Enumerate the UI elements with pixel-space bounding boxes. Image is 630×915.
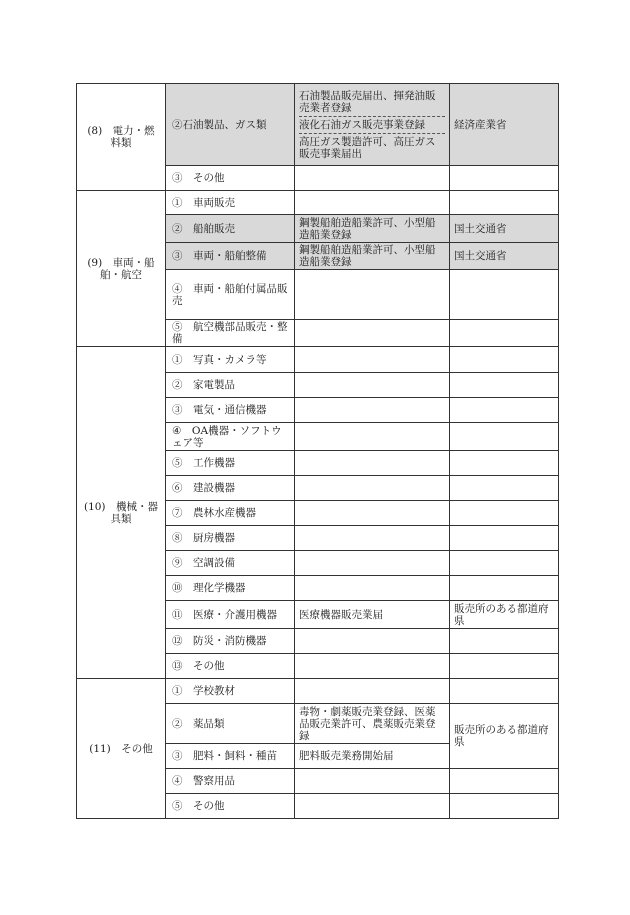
item-label: ⑤ その他 bbox=[166, 794, 295, 819]
license-cell bbox=[295, 270, 450, 320]
license-cell bbox=[295, 347, 450, 373]
authority-cell bbox=[450, 451, 559, 476]
license-cell bbox=[295, 769, 450, 794]
license-cell bbox=[295, 551, 450, 576]
license-cell bbox=[295, 679, 450, 704]
license-cell bbox=[295, 373, 450, 398]
license-table bbox=[76, 83, 559, 819]
license-line: 石油製品販売届出、揮発油販売業者登録 bbox=[299, 89, 436, 114]
license-cell bbox=[295, 526, 450, 551]
license-cell: 鋼製船舶造船業許可、小型船造船業登録 bbox=[295, 215, 450, 243]
authority-cell bbox=[450, 320, 559, 347]
item-label: ④ 車両・船舶付属品販売 bbox=[166, 270, 295, 320]
license-cell: 肥料販売業務開始届 bbox=[295, 744, 450, 769]
item-label: ③ 車両・船舶整備 bbox=[166, 243, 295, 270]
authority-cell bbox=[450, 398, 559, 423]
item-label: ⑥ 建設機器 bbox=[166, 476, 295, 501]
item-label: ④ 警察用品 bbox=[166, 769, 295, 794]
item-label: ② 家電製品 bbox=[166, 373, 295, 398]
license-cell bbox=[295, 191, 450, 215]
authority-cell bbox=[450, 270, 559, 320]
item-label: ②石油製品、ガス類 bbox=[166, 84, 295, 166]
authority-cell: 経済産業省 bbox=[450, 84, 559, 166]
license-cell: 医療機器販売業届 bbox=[295, 601, 450, 629]
category-cell: (10) 機械・器具類 bbox=[77, 347, 166, 679]
item-label: ③ 電気・通信機器 bbox=[166, 398, 295, 423]
item-label: ④ OA機器・ソフトウェア等 bbox=[166, 423, 295, 451]
authority-cell bbox=[450, 794, 559, 819]
authority-cell: 国土交通省 bbox=[450, 243, 559, 270]
license-line: 高圧ガス製造許可、高圧ガス販売事業届出 bbox=[299, 133, 445, 162]
item-label: ② 船舶販売 bbox=[166, 215, 295, 243]
item-label: ③ その他 bbox=[166, 166, 295, 191]
license-cell bbox=[295, 451, 450, 476]
license-cell bbox=[295, 794, 450, 819]
authority-cell bbox=[450, 373, 559, 398]
authority-cell bbox=[450, 526, 559, 551]
item-label: ⑩ 理化学機器 bbox=[166, 576, 295, 601]
table-row bbox=[77, 84, 559, 166]
category-cell: (9) 車両・船舶・航空 bbox=[77, 191, 166, 347]
item-label: ⑧ 厨房機器 bbox=[166, 526, 295, 551]
license-cell bbox=[295, 629, 450, 654]
license-cell bbox=[295, 476, 450, 501]
license-cell bbox=[295, 501, 450, 526]
item-label: ⑤ 工作機器 bbox=[166, 451, 295, 476]
item-label: ⑦ 農林水産機器 bbox=[166, 501, 295, 526]
authority-cell bbox=[450, 423, 559, 451]
authority-cell: 販売所のある都道府県 bbox=[450, 601, 559, 629]
item-label: ⑬ その他 bbox=[166, 654, 295, 679]
item-label: ① 写真・カメラ等 bbox=[166, 347, 295, 373]
authority-cell bbox=[450, 166, 559, 191]
authority-cell bbox=[450, 501, 559, 526]
item-label: ② 薬品類 bbox=[166, 704, 295, 744]
license-cell bbox=[295, 320, 450, 347]
license-cell bbox=[295, 166, 450, 191]
authority-cell bbox=[450, 654, 559, 679]
item-label: ① 学校教材 bbox=[166, 679, 295, 704]
authority-cell bbox=[450, 551, 559, 576]
license-cell: 鋼製船舶造船業許可、小型船造船業登録 bbox=[295, 243, 450, 270]
authority-cell bbox=[450, 769, 559, 794]
authority-cell bbox=[450, 629, 559, 654]
authority-cell: 販売所のある都道府県 bbox=[450, 704, 559, 769]
item-label: ① 車両販売 bbox=[166, 191, 295, 215]
table-row bbox=[77, 679, 559, 704]
item-label: ⑫ 防災・消防機器 bbox=[166, 629, 295, 654]
license-table-sheet bbox=[76, 83, 558, 819]
authority-cell bbox=[450, 347, 559, 373]
license-cell: 毒物・劇薬販売業登録、医薬品販売業許可、農薬販売業登録 bbox=[295, 704, 450, 744]
license-cell bbox=[295, 576, 450, 601]
table-row bbox=[77, 347, 559, 373]
license-cell bbox=[295, 398, 450, 423]
license-cell bbox=[295, 654, 450, 679]
item-label: ⑤ 航空機部品販売・整備 bbox=[166, 320, 295, 347]
item-label: ⑪ 医療・介護用機器 bbox=[166, 601, 295, 629]
authority-cell bbox=[450, 191, 559, 215]
license-cell bbox=[295, 423, 450, 451]
item-label: ⑨ 空調設備 bbox=[166, 551, 295, 576]
license-cell bbox=[295, 84, 450, 166]
authority-cell bbox=[450, 476, 559, 501]
category-cell: (8) 電力・燃料類 bbox=[77, 84, 166, 191]
license-line: 液化石油ガス販売事業登録 bbox=[299, 116, 445, 133]
table-row bbox=[77, 191, 559, 215]
authority-cell bbox=[450, 679, 559, 704]
authority-cell: 国土交通省 bbox=[450, 215, 559, 243]
category-cell: (11) その他 bbox=[77, 679, 166, 819]
item-label: ③ 肥料・飼料・種苗 bbox=[166, 744, 295, 769]
authority-cell bbox=[450, 576, 559, 601]
